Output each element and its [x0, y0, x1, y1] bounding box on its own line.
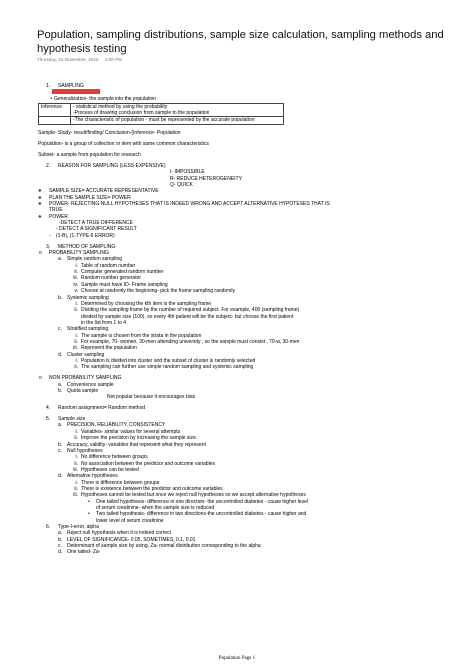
list-item: ❖ POWER — [38, 213, 68, 220]
list-item: ❖ SAMPLE SIZE= ACCURATE REPRESENTATIVE — [38, 188, 159, 195]
paragraph: Subset- a sample from population for research — [38, 152, 141, 159]
inference-table — [38, 103, 284, 125]
page-date: Thursday, 24 November, 2022 — [37, 57, 99, 62]
list-item: 4. Random assignment= Random method — [46, 405, 146, 412]
page-time: 4:56 PM — [104, 57, 122, 62]
list-item: 1. SAMPLING — [46, 83, 84, 89]
paragraph: Population- is a group of collection or item with same common characteristics — [38, 141, 209, 148]
diamond-bullet-icon: ❖ — [38, 194, 42, 200]
paragraph: Sample- Study- result/finding/ Conclusion-(Inference- Population — [38, 130, 181, 137]
list-item: 6. Type-I-error, alpha — [46, 523, 99, 530]
list-item: 3. METHOD OF SAMPLING — [46, 243, 116, 250]
list-item: ❖ POWER- REJECTING NULL HYPOTHESES THAT IS INDEED WRONG AND ACCEPT ALTERNATIVE HYPOTESES THAT IS — [38, 201, 330, 208]
table-row: -The characteristic of population - must be represented by the accurate population — [39, 117, 284, 124]
page-content: 1. SAMPLING • Generalization- the sample into the population Inference - statistical method by using the probability -Process of drawing conclusion from sample to the population -The characteristic of population - must be represented by the accurate population Sample- Study- result/finding/ Conclusion-(Inference- Population Population- is a group of collection or item with same common characteristics Subset- a sample from population for research 2. REASON FOR SAMPLING (LESS EXPENSIVE) I- IMPOSSIBLE R- REDUCE HETEROGENEITY Q- QUICK ❖ SAMPLE SIZE= ACCURATE REPRESENTATIVE ❖ PLAN THE SAMPLE SIZE= POWER ❖ POWER- REJECTING NULL HYPOTHESES THAT IS INDEED WRONG AND ACCEPT ALTERNATIVE HYPOTESES THAT IS TRUE ❖ POWER -DETECT A TRUE DIFFERENCE - DETECT A SIGNIFICANT RESULT - (1-B), (1-TYPE-II ERROR) 3. METHOD OF SAMPLING o PROBABILITY SAMPLING a. Simple random sampling i. Table of random number ii. Computer generated random number iii. Random number generator iv. Sample must have ID- Frame sampling v. Choose at randomly the beginning- pick the frame sampling randomly b. Systemic sampling i. Determined by choosing the kth item is the sampling frame ii. Dividing the sampling frame by the number of required subject. For example, 400 (sampling frame) divided by sample size (100), so every 4th patient will be the subject- but choose the first patient in the list from 1 to 4 c. Stratified sampling i. The sample is chosen from the strata in the population ii. For example, 70- women, 30-men attending university , so the sample must consist , 70-w, 30-men iii. Represent the population d. Cluster sampling i. Population is divided into cluster and the subset of cluster is randomly selected ii. The sampling can further use simple random sampling and systemic sampling o NON PROBABILITY SAMPLING a. Convenience sample b. Quota sample Not popular because it encourages bias 4. Random assignment= Random method 5. Sample size a. PRECISION, RELIABILITY, CONSISTENCY i. Variables- similar values for several attempts ii. Improve the precision by increasing the sample size. b. Accuracy, validity- variables that represent what they represent c. Null hypotheses i. No difference between groups ii. No association between the predictor and outcome variables iii. Hypotheses can be tested d. Alternative hypotheses i. There is difference between groups ii. There is existence between the predictor and outcome variables iii. Hypotheses cannot be tested but once we reject null hypotheses so we accept alternative hypotheses • One tailed hypothesis- difference in one direction- the uncontrolled diabetes - cause higher level of serum creatinine- when the sample size is reduced • Two tailed hypothesis- difference in two directions-the uncontrolled diabetes - cause higher and lower level of serum creatinine 6. Type-I-error, alpha a. Reject null hypothesis when it is indeed correct b. LEVEL OF SIGNIFICANCE- 0.05, SOMETIMES, 0.1, 0.01 c. Determinant of sample size by using, Za- normal distribution corresponding to the alpha d. One tailed- Za- — [38, 83, 463, 556]
list-item: 2. REASON FOR SAMPLING (LESS EXPENSIVE) — [46, 163, 166, 170]
red-highlight — [52, 89, 100, 94]
list-item: • Generalization- the sample into the population — [50, 95, 157, 102]
list-item: o PROBABILITY SAMPLING — [39, 250, 109, 257]
diamond-bullet-icon: ❖ — [38, 213, 42, 219]
page-footer: Population Page 1 — [218, 656, 256, 661]
diamond-bullet-icon: ❖ — [38, 201, 42, 207]
table-row: Inference - statistical method by using the probability -Process of drawing conclusion from sample to the population — [39, 104, 284, 117]
diamond-bullet-icon: ❖ — [38, 188, 42, 194]
page-meta — [37, 57, 122, 63]
list-item: o NON PROBABILITY SAMPLING — [39, 375, 122, 382]
page-title: Population, sampling distributions, sample size calculation, sampling methods and hypothesis testing — [37, 29, 444, 55]
list-item: 5. Sample size — [46, 416, 86, 423]
list-item: ❖ PLAN THE SAMPLE SIZE= POWER — [38, 194, 131, 201]
